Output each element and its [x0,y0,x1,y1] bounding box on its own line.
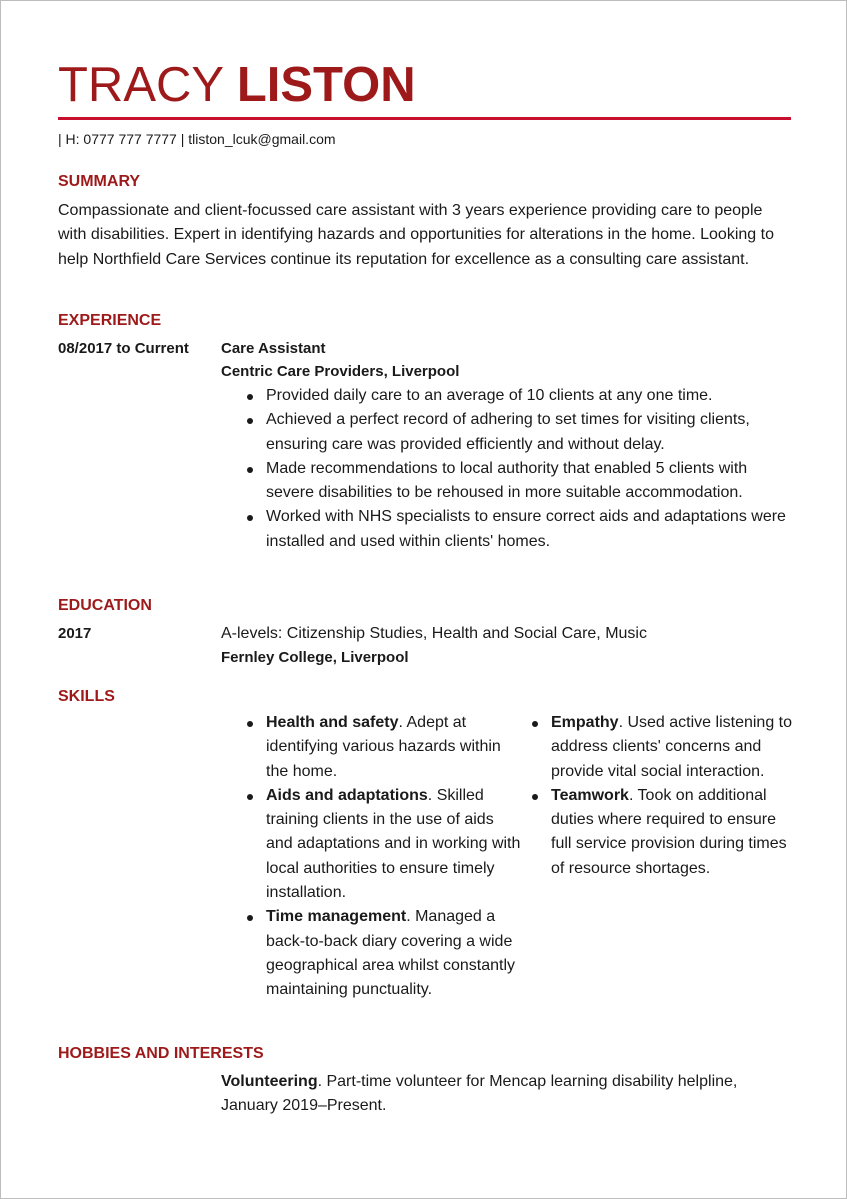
bullet-icon [247,721,253,727]
list-item [221,711,521,784]
summary-heading: SUMMARY [58,173,141,190]
bullet-icon [532,794,538,800]
skills-left-column [221,711,521,1003]
skill-title: Health and safety [266,714,399,731]
school: Fernley College, Liverpool [221,649,409,666]
list-item [506,711,796,784]
bullet-icon [247,794,253,800]
bullet-text: Achieved a perfect record of adhering to set times for visiting clients, ensuring care was provided efficiently and without delay. [266,411,750,453]
skill-text: . Used active listening to address clients' concerns and provide vital social interaction. [551,714,792,780]
experience-heading: EXPERIENCE [58,312,162,329]
skill-text: . Skilled training clients in the use of aids and adaptations and in working with local authorities to ensure timely installation. [266,786,521,902]
summary-text: Compassionate and client-focussed care assistant with 3 years experience providing care to people with disabilities. Expert in identifying hazards and opportunities for alterations in the home. Looking to help Northfield Care Services continue its reputation for excellence as a consulting care assistant. [58,202,774,268]
hobby-text: . Part-time volunteer for Mencap learning disability helpline, January 2019–Present. [221,1073,738,1115]
qualification: A-levels: Citizenship Studies, Health and Social Care, Music [221,625,647,642]
list-item [506,784,796,881]
education-heading: EDUCATION [58,597,152,614]
last-name: LISTON [236,58,416,112]
skill-title: Aids and adaptations [266,786,428,804]
education-year: 2017 [58,625,92,642]
hobby-entry [221,1070,791,1119]
header-divider [58,117,791,120]
list-item [221,905,521,1002]
bullet-text: Worked with NHS specialists to ensure correct aids and adaptations were installed and used within clients' homes. [266,508,786,550]
hobby-title: Volunteering [221,1073,318,1090]
hobbies-heading: HOBBIES AND INTERESTS [58,1045,264,1062]
bullet-icon [247,915,253,921]
skills-heading: SKILLS [58,688,115,705]
skill-text: . Adept at identifying various hazards within the home. [266,714,501,780]
skills-right-column [506,711,796,881]
bullet-icon [247,394,253,400]
list-item [221,408,796,457]
list-item [221,505,796,554]
skill-title: Empathy [551,714,619,731]
candidate-name [58,57,416,113]
skill-text: . Managed a back-to-back diary covering a wide geographical area whilst constantly maintaining punctuality. [266,908,516,999]
bullet-text: Provided daily care to an average of 10 clients at any one time. [266,387,713,404]
bullet-icon [247,418,253,424]
skill-text: . Took on additional duties where required to ensure full service provision during times of resource shortages. [551,786,787,877]
list-item [221,457,796,506]
skill-title: Teamwork [551,786,629,804]
experience-bullets [221,384,796,554]
skill-title: Time management [266,908,407,926]
employer: Centric Care Providers, Liverpool [221,363,460,380]
list-item [221,384,796,408]
bullet-text: Made recommendations to local authority that enabled 5 clients with severe disabilities to be rehoused in more suitable accommodation. [266,459,748,502]
first-name: TRACY [58,58,224,112]
contact-info: | H: 0777 777 7777 | tliston_lcuk@gmail.com [58,131,336,147]
job-title: Care Assistant [221,340,326,357]
bullet-icon [247,515,253,521]
bullet-icon [532,721,538,727]
bullet-icon [247,467,253,473]
experience-dates: 08/2017 to Current [58,340,189,357]
list-item [221,784,521,905]
